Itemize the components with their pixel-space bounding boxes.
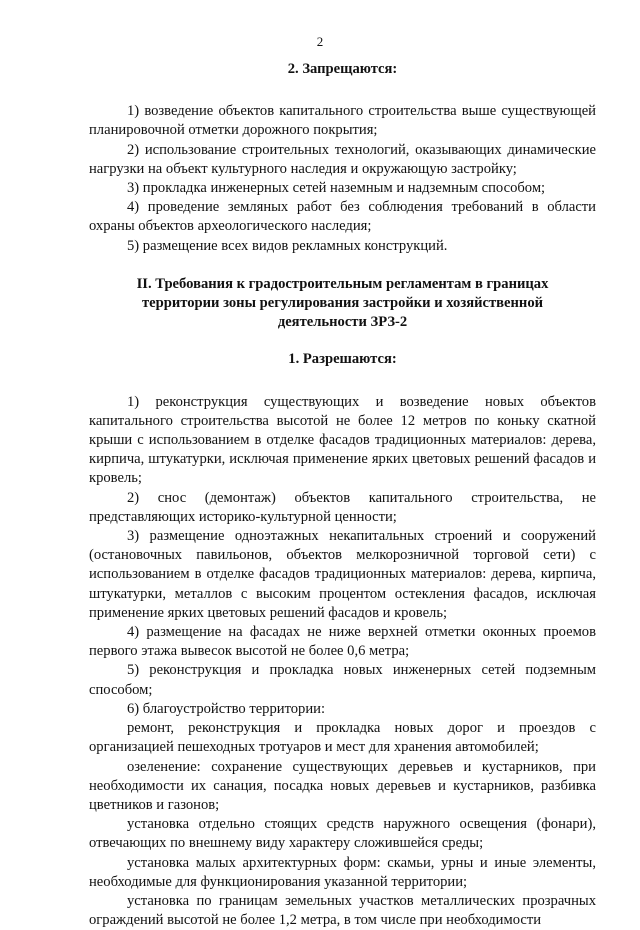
list-item: 1) реконструкция существующих и возведение новых объектов капитального строительства высотой не более 12 метров по коньку скатной крыши с использованием в отделке фасадов традиционных материалов: дерева, кирпича, штукатурки, исключая применение ярких цветовых решений фасадов и кровель; (89, 393, 596, 487)
heading-allowed: 1. Разрешаются: (288, 351, 397, 368)
list-item: 3) размещение одноэтажных некапитальных строений и сооружений (остановочных павильонов, объектов мелкорозничной торговой сети) с использованием в отделке фасадов традиционных материалов: дерева, кирпича, штукатурки, металлов с высоким процентом остекления фасадов, исключая применение ярких цветовых решений фасадов и кровель; (89, 528, 596, 621)
list-item: 5) реконструкция и прокладка новых инженерных сетей подземным способом; (89, 662, 596, 698)
list-item: 3) прокладка инженерных сетей наземным и надземным способом; (127, 180, 546, 197)
list-item: ремонт, реконструкция и прокладка новых дорог и проездов с организацией пешеходных тротуаров и мест для хранения автомобилей; (89, 720, 596, 756)
list-item: установка по границам земельных участков металлических прозрачных ограждений высотой не более 1,2 метра, в том числе при необходимости (89, 892, 596, 929)
list-item: 4) проведение земляных работ без соблюдения требований в области охраны объектов археологического наследия; (89, 199, 596, 235)
section-ii-heading-line: территории зоны регулирования застройки и хозяйственной (141, 295, 544, 312)
list-item: озеленение: сохранение существующих деревьев и кустарников, при необходимости их санация, посадка новых деревьев и кустарников, разбивка цветников и газонов; (89, 758, 596, 813)
list-item: 2) использование строительных технологий, оказывающих динамические нагрузки на объект культурного наследия и окружающую застройку; (89, 141, 596, 177)
list-item: 4) размещение на фасадах не ниже верхней отметки оконных проемов первого этажа вывесок высотой не более 0,6 метра; (89, 624, 596, 660)
list-item: 5) размещение всех видов рекламных конструкций. (127, 237, 448, 254)
section-ii-heading-line: II. Требования к градостроительным регламентам в границах (136, 275, 549, 292)
list-item: установка отдельно стоящих средств наружного освещения (фонари), отвечающих по внешнему виду характеру сложившейся среды; (89, 816, 596, 852)
page-number: 2 (316, 34, 324, 49)
heading-prohibited: 2. Запрещаются: (287, 61, 398, 77)
section-ii-heading-line: деятельности ЗРЗ-2 (277, 314, 408, 331)
list-item: 2) снос (демонтаж) объектов капитального строительства, не представляющих историко-культурной ценности; (89, 489, 596, 525)
list-item: 1) возведение объектов капитального строительства выше существующей планировочной отметки дорожного покрытия; (89, 103, 596, 139)
document-body (89, 60, 596, 930)
section-ii-heading (89, 275, 596, 333)
list-item: установка малых архитектурных форм: скамьи, урны и иные элементы, необходимые для функционирования указанной территории; (89, 854, 596, 890)
list-item: 6) благоустройство территории: (127, 700, 326, 717)
